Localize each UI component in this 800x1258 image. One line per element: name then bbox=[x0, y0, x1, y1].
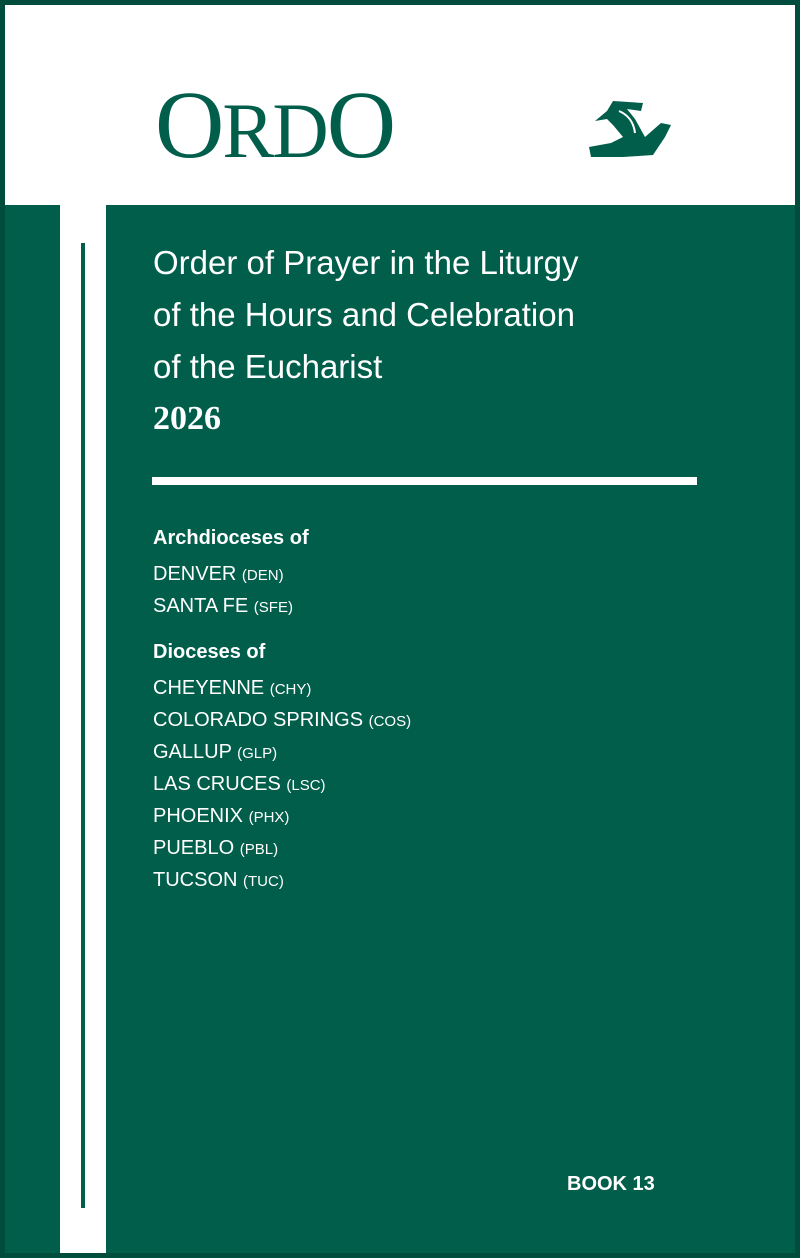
list-item bbox=[153, 833, 411, 865]
year: 2026 bbox=[153, 400, 221, 437]
item-name: COLORADO SPRINGS bbox=[153, 709, 364, 731]
item-code: (CHY) bbox=[269, 681, 312, 698]
item-code: (TUC) bbox=[243, 873, 284, 890]
divider bbox=[152, 477, 697, 485]
item-code: (LSC) bbox=[286, 777, 326, 794]
list-item bbox=[153, 737, 411, 769]
item-name: CHEYENNE bbox=[153, 677, 265, 699]
item-code: (PHX) bbox=[248, 809, 290, 826]
item-code: (GLP) bbox=[237, 745, 278, 762]
archdioceses-heading: Archdioceses of bbox=[153, 527, 309, 549]
diocese-list bbox=[153, 523, 411, 897]
item-name: GALLUP bbox=[153, 741, 232, 763]
item-code: (COS) bbox=[368, 713, 412, 730]
dioceses-heading: Dioceses of bbox=[153, 641, 266, 663]
title-line: of the Hours and Celebration bbox=[153, 296, 575, 333]
book-cover bbox=[5, 5, 795, 1253]
list-item bbox=[153, 865, 411, 897]
subtitle bbox=[153, 237, 579, 445]
item-code: (SFE) bbox=[253, 599, 293, 616]
item-code: (DEN) bbox=[241, 567, 284, 584]
list-item bbox=[153, 559, 411, 591]
list-item bbox=[153, 769, 411, 801]
vertical-green-line bbox=[81, 243, 85, 1208]
list-item bbox=[153, 705, 411, 737]
item-name: SANTA FE bbox=[153, 595, 249, 617]
list-item bbox=[153, 591, 411, 623]
list-item bbox=[153, 673, 411, 705]
list-item bbox=[153, 801, 411, 833]
title-line: Order of Prayer in the Liturgy bbox=[153, 244, 579, 281]
item-name: LAS CRUCES bbox=[153, 773, 281, 795]
item-name: DENVER bbox=[153, 563, 237, 585]
ordo-logo: ORDO bbox=[155, 71, 395, 178]
header-band bbox=[5, 5, 795, 205]
book-number: BOOK 13 bbox=[567, 1173, 655, 1195]
item-name: PHOENIX bbox=[153, 805, 244, 827]
title-line: of the Eucharist bbox=[153, 348, 383, 385]
dove-icon bbox=[583, 97, 679, 161]
item-name: TUCSON bbox=[153, 869, 238, 891]
item-name: PUEBLO bbox=[153, 837, 235, 859]
item-code: (PBL) bbox=[239, 841, 279, 858]
